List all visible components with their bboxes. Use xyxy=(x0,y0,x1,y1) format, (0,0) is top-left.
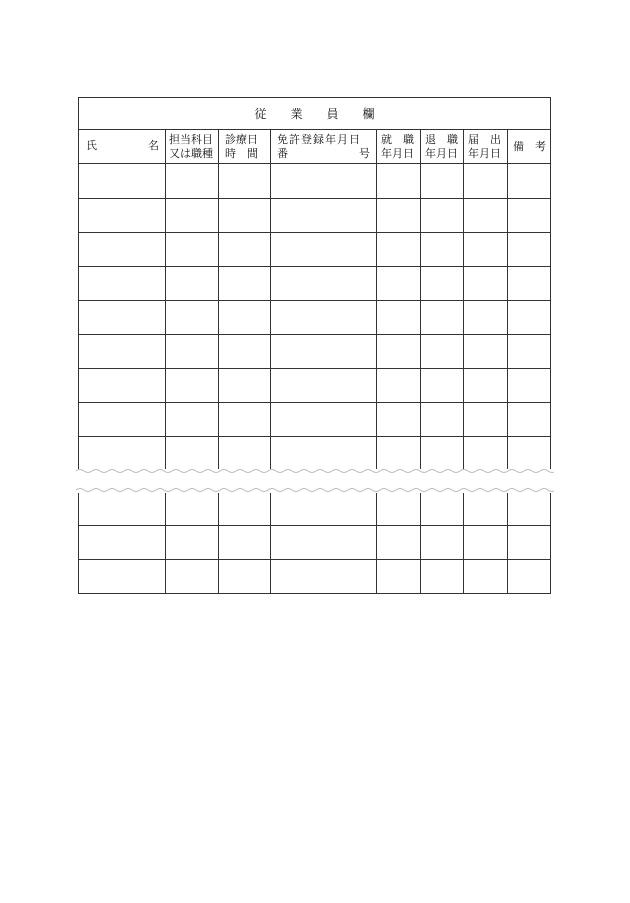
header-schedule-line2: 時 間 xyxy=(225,147,258,160)
title-char: 従 xyxy=(254,106,267,121)
header-retire-line1: 退 職 xyxy=(425,133,458,146)
wavy-break-lines xyxy=(76,469,554,493)
header-retire-date xyxy=(421,130,463,164)
table-title xyxy=(78,97,551,130)
table-row xyxy=(78,300,551,301)
header-license-line2-left: 番 xyxy=(277,147,288,160)
header-remarks xyxy=(508,130,551,164)
header-notify-line2: 年月日 xyxy=(468,147,501,160)
header-retire-line2: 年月日 xyxy=(425,147,458,160)
header-schedule xyxy=(219,130,270,164)
title-char: 欄 xyxy=(362,106,375,121)
table-row xyxy=(78,436,551,437)
header-license xyxy=(271,130,376,164)
table-row xyxy=(78,266,551,267)
table-frame xyxy=(78,97,551,594)
table-row xyxy=(78,402,551,403)
header-subject xyxy=(166,130,218,164)
title-char: 員 xyxy=(326,106,339,121)
header-hire-line1: 就 職 xyxy=(381,133,414,146)
header-hire-line2: 年月日 xyxy=(381,147,414,160)
title-char: 業 xyxy=(290,106,303,121)
header-license-line2-right: 号 xyxy=(359,147,370,160)
employee-table xyxy=(78,97,551,594)
header-license-line1: 免許登録年月日 xyxy=(277,133,361,146)
header-subject-line1: 担当科目 xyxy=(169,133,213,146)
header-schedule-line1: 診療日 xyxy=(225,133,258,146)
table-row xyxy=(78,198,551,199)
header-remarks-text: 備 考 xyxy=(513,140,546,153)
header-notify-line1: 届 出 xyxy=(468,133,501,146)
header-name xyxy=(78,130,165,164)
header-subject-line2: 又は職種 xyxy=(169,147,213,160)
header-notify-date xyxy=(464,130,507,164)
table-row xyxy=(78,559,551,560)
table-break xyxy=(76,469,554,493)
table-row xyxy=(78,368,551,369)
header-name-right: 名 xyxy=(148,139,159,152)
table-row xyxy=(78,525,551,526)
header-hire-date xyxy=(377,130,420,164)
table-row xyxy=(78,232,551,233)
header-name-left: 氏 xyxy=(86,139,97,152)
table-row xyxy=(78,334,551,335)
